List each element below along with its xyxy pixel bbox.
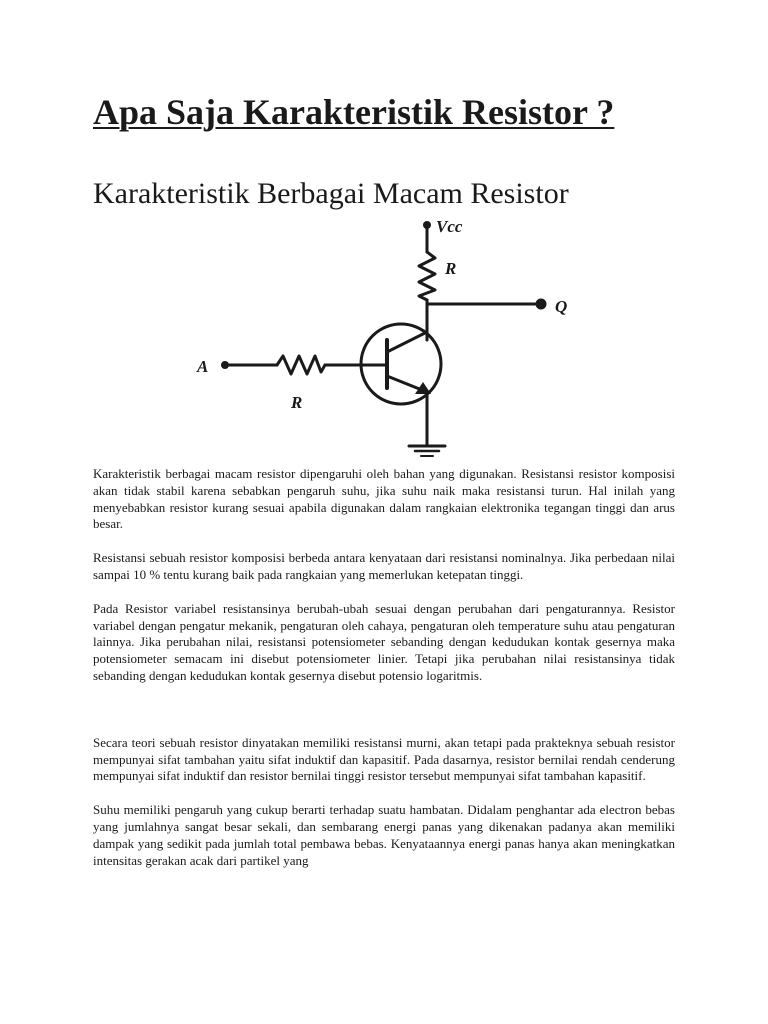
vcc-terminal (423, 221, 431, 229)
base-resistor (277, 356, 325, 374)
body-text (93, 466, 675, 869)
q-terminal (536, 299, 547, 310)
paragraph: Suhu memiliki pengaruh yang cukup berarti terhadap suatu hambatan. Didalam penghantar ada electron bebas yang jumlahnya sangat besar sekali, dan sembarang energi panas yang dikenakan padanya akan memiliki dampak yang sedikit pada jumlah total pembawa bebas. Kenyataannya energi panas hanya akan meningkatkan intensitas gerakan acak dari partikel yang (93, 802, 675, 868)
paragraph: Secara teori sebuah resistor dinyatakan memiliki resistansi murni, akan tetapi pada prakteknya sebuah resistor mempunyai sifat tambahan yaitu sifat induktif dan kapasitif. Pada dasarnya, resistor bernilai rendah cenderung mempunyai sifat induktif dan resistor bernilai tinggi resistor tersebut mempunyai sifat tambahan kapasitif. (93, 734, 675, 784)
paragraph: Resistansi sebuah resistor komposisi berbeda antara kenyataan dari resistansi nominalnya. Jika perbedaan nilai sampai 10 % tentu kurang baik pada rangkaian yang memerlukan ketepatan tinggi. (93, 550, 675, 582)
page-title: Apa Saja Karakteristik Resistor ? (93, 92, 615, 132)
label-r-left: R (291, 393, 303, 412)
label-r-top: R (445, 259, 457, 278)
paragraph: Karakteristik berbagai macam resistor dipengaruhi oleh bahan yang digunakan. Resistansi resistor komposisi akan tidak stabil karena sebabkan pengaruh suhu, jika suhu naik maka resistansi turun. Hal inilah yang menyebabkan resistor kurang sesuai apabila digunakan dalam rangkaian elektronika tegangan tinggi dan arus besar. (93, 466, 675, 532)
a-terminal (221, 361, 229, 369)
page-subtitle: Karakteristik Berbagai Macam Resistor (93, 177, 569, 210)
circuit-svg (93, 212, 593, 462)
transistor-circuit-diagram (93, 212, 593, 467)
label-a: A (197, 357, 209, 376)
label-vcc: Vcc (436, 217, 463, 236)
paragraph: Pada Resistor variabel resistansinya berubah-ubah sesuai dengan perubahan dari pengaturannya. Resistor variabel dengan pengatur mekanik, pengaturan oleh cahaya, pengaturan oleh temperature suhu atau pengaturan lainnya. Jika perubahan nilai, resistansi potensiometer sebanding dengan kedudukan kontak gesernya maka potensiometer semacam ini disebut potensiometer linier. Tetapi jika perubahan nilai resistansinya tidak sebanding dengan kedudukan kontak gesernya disebut potensio logaritmis. (93, 600, 675, 683)
label-q: Q (555, 297, 568, 316)
top-resistor (419, 252, 435, 300)
collector-lead (387, 332, 427, 352)
